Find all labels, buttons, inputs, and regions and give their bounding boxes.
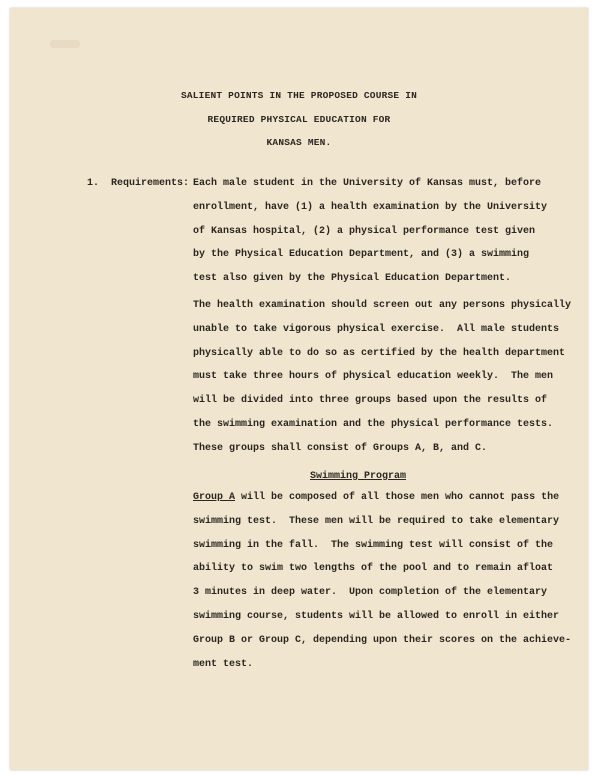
- ink-smudge: [50, 40, 80, 48]
- document-page: [10, 8, 588, 770]
- group-a-paragraph: [193, 486, 571, 676]
- group-a-text: will be composed of all those men who cannot pass the swimming test. These men will be required to take elementary swimming in the fall. The swimming test will consist of the ability to swim two lengths of the pool and to remain afloat 3 minutes in deep water. Upon completion of the elementary swimming course, students will be allowed to enroll in either Group B or Group C, depending upon their scores on the achieve- ment test.: [193, 492, 572, 670]
- health-exam-paragraph: The health examination should screen out any persons physically unable to take vigorous physical exercise. All male students physically able to do so as certified by the health department must take three hours of physical education weekly. The men will be divided into three groups based upon the results of the swimming examination and the physical performance tests. These groups shall consist of Groups A, B, and C.: [193, 300, 572, 454]
- section-label: Requirements:: [111, 178, 190, 189]
- title-line-2: REQUIRED PHYSICAL EDUCATION FOR: [207, 114, 391, 125]
- title-line-1: SALIENT POINTS IN THE PROPOSED COURSE IN: [180, 90, 418, 101]
- swimming-program-heading: Swimming Program: [310, 471, 407, 482]
- group-a-label: Group A: [193, 492, 236, 503]
- title-line-3: KANSAS MEN.: [266, 137, 332, 148]
- section-number: 1.: [87, 178, 100, 189]
- requirements-paragraph: Each male student in the University of Kansas must, before enrollment, have (1) a health examination by the University of Kansas hospital, (2) a physical performance test given by the Physical Education Department, and (3) a swimming test also given by the Physical Education Department.: [193, 178, 548, 285]
